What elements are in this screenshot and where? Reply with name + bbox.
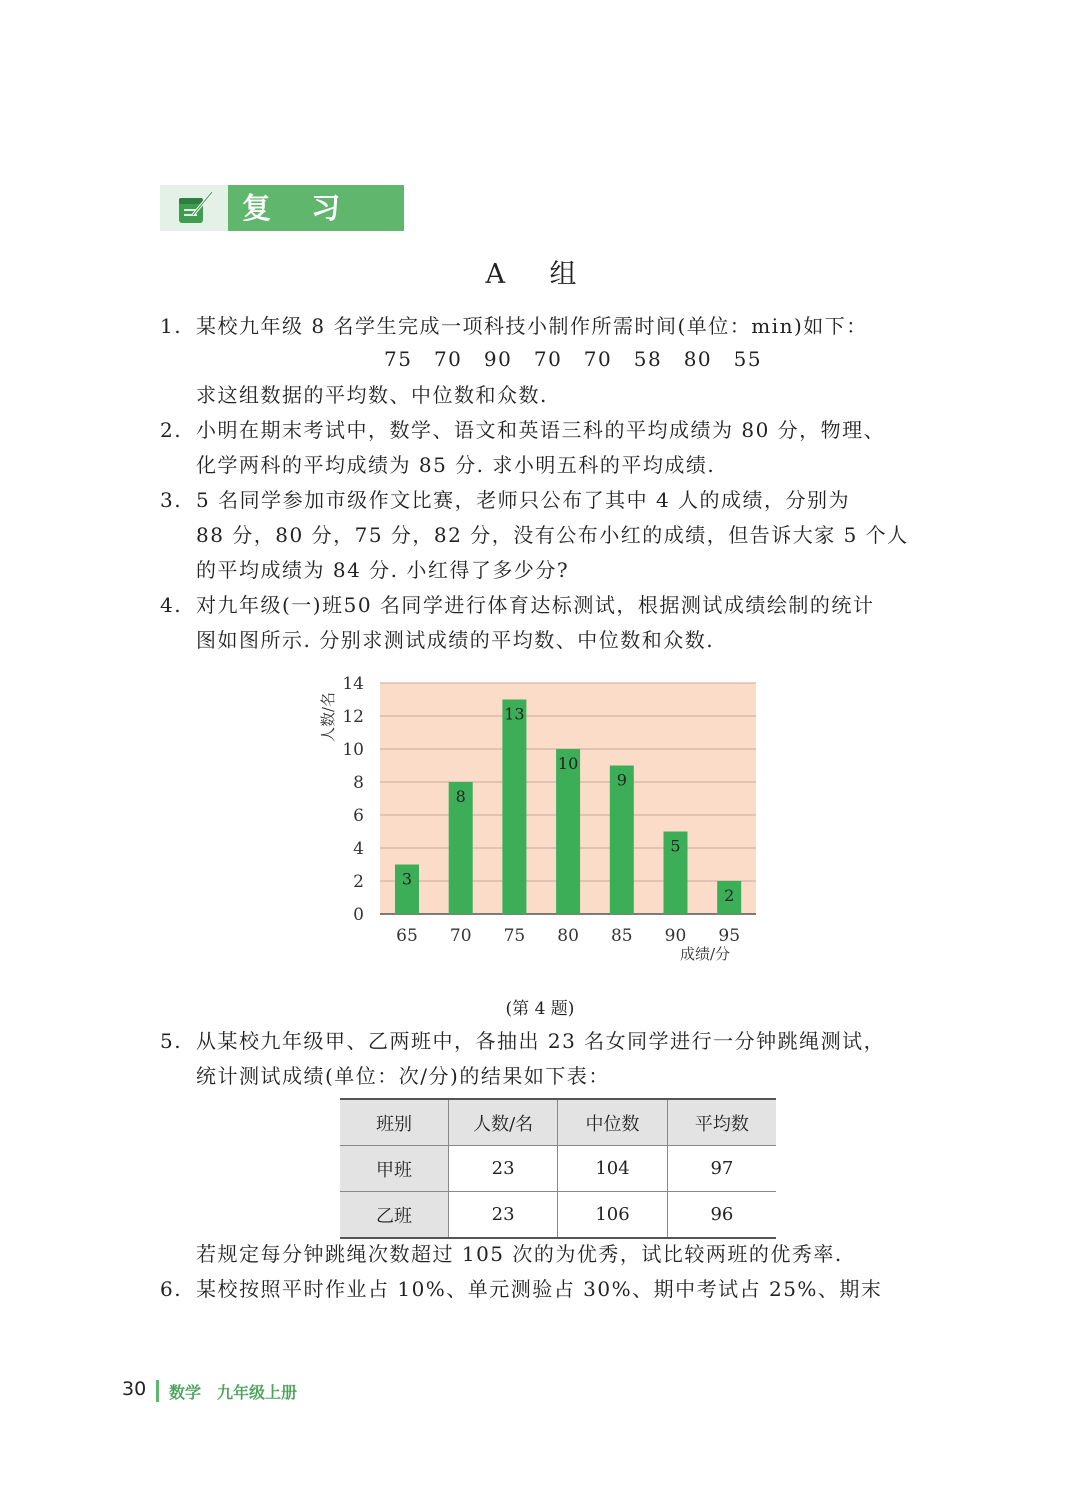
- bar-value-label: 2: [724, 886, 735, 905]
- y-tick-label: 6: [353, 806, 364, 826]
- problem-number: 6.: [160, 1277, 183, 1301]
- jump-rope-results-table: [340, 1098, 776, 1239]
- x-axis-label: 成绩/分: [679, 945, 730, 963]
- y-tick-label: 8: [353, 773, 364, 793]
- bar-value-label: 9: [616, 770, 627, 790]
- x-tick-label: 75: [503, 926, 526, 946]
- y-tick-label: 4: [353, 839, 364, 859]
- section-title: 复 习 题: [242, 191, 356, 265]
- table-cell: 23: [449, 1146, 558, 1192]
- table-cell: 97: [667, 1146, 776, 1192]
- problem-text: 某校按照平时作业占 10%、单元测验占 30%、期中考试占 25%、期末: [196, 1277, 883, 1301]
- table-header-row: [340, 1099, 776, 1146]
- notebook-pen-icon: [160, 185, 228, 231]
- problem-number: 3.: [160, 488, 183, 512]
- x-tick-label: 90: [664, 926, 687, 946]
- problem-text: 化学两科的平均成绩为 85 分. 求小明五科的平均成绩.: [196, 453, 716, 477]
- page-number: 30: [122, 1378, 147, 1400]
- bar-value-label: 3: [401, 869, 413, 889]
- problem-text: 对九年级(一)班50 名同学进行体育达标测试，根据测试成绩绘制的统计: [196, 593, 875, 617]
- bar: [556, 749, 580, 914]
- table-cell: 106: [558, 1192, 668, 1239]
- bar: [502, 700, 526, 915]
- problem-text: 若规定每分钟跳绳次数超过 105 次的为优秀，试比较两班的优秀率.: [196, 1242, 843, 1266]
- section-banner: [160, 185, 404, 265]
- x-tick-label: 85: [610, 926, 633, 946]
- table-cell: 乙班: [340, 1192, 449, 1239]
- table-cell: 甲班: [340, 1146, 449, 1192]
- bar-value-label: 5: [670, 836, 681, 856]
- problem-text: 求这组数据的平均数、中位数和众数.: [196, 383, 548, 407]
- problem-number: 1.: [160, 314, 183, 338]
- bar-value-label: 13: [504, 704, 525, 724]
- y-tick-label: 10: [342, 740, 364, 760]
- y-axis-label: 人数/名: [319, 691, 337, 742]
- problem-text: 图如图所示. 分别求测试成绩的平均数、中位数和众数.: [196, 628, 715, 652]
- bar-value-label: 10: [557, 754, 579, 773]
- y-tick-label: 12: [342, 707, 364, 727]
- problem-text: 的平均成绩为 84 分. 小红得了多少分?: [196, 558, 570, 582]
- x-tick-label: 80: [557, 926, 579, 946]
- table-header-cell: 中位数: [558, 1099, 668, 1146]
- bar-value-label: 8: [455, 787, 466, 806]
- table-header-cell: 班别: [340, 1099, 449, 1146]
- problem-number: 2.: [160, 418, 183, 442]
- chart-canvas: [318, 670, 788, 970]
- score-bar-chart: [318, 670, 788, 974]
- x-tick-label: 95: [718, 926, 741, 946]
- y-tick-label: 14: [342, 674, 364, 694]
- book-title: 数学 九年级上册: [169, 1383, 298, 1402]
- problem-text: 统计测试成绩(单位：次/分)的结果如下表：: [196, 1064, 610, 1088]
- table-cell: 23: [449, 1192, 558, 1239]
- problem-text: 小明在期末考试中，数学、语文和英语三科的平均成绩为 80 分，物理、: [196, 418, 886, 442]
- problem-text: 从某校九年级甲、乙两班中，各抽出 23 名女同学进行一分钟跳绳测试，: [196, 1029, 886, 1053]
- problem-number: 4.: [160, 593, 183, 617]
- y-tick-label: 2: [353, 872, 364, 892]
- figure-caption: (第 4 题): [505, 999, 575, 1019]
- problem-number: 5.: [160, 1029, 183, 1053]
- problem-text: 88 分，80 分，75 分，82 分，没有公布小红的成绩，但告诉大家 5 个人: [196, 523, 909, 547]
- table-header-cell: 人数/名: [449, 1099, 558, 1146]
- table-cell: 96: [667, 1192, 776, 1239]
- problem-data: 75 70 90 70 70 58 80 55: [384, 347, 763, 371]
- group-title: A 组: [485, 259, 595, 290]
- problem-text: 5 名同学参加市级作文比赛，老师只公布了其中 4 人的成绩，分别为: [196, 488, 851, 512]
- x-tick-label: 70: [449, 926, 472, 946]
- y-tick-label: 0: [353, 905, 364, 925]
- table-cell: 104: [558, 1146, 668, 1192]
- table-row: [340, 1192, 776, 1239]
- x-tick-label: 65: [396, 926, 418, 946]
- table-header-cell: 平均数: [667, 1099, 776, 1146]
- problem-text: 某校九年级 8 名学生完成一项科技小制作所需时间(单位：min)如下：: [196, 314, 868, 338]
- table-row: [340, 1146, 776, 1192]
- footer-divider: [156, 1380, 159, 1402]
